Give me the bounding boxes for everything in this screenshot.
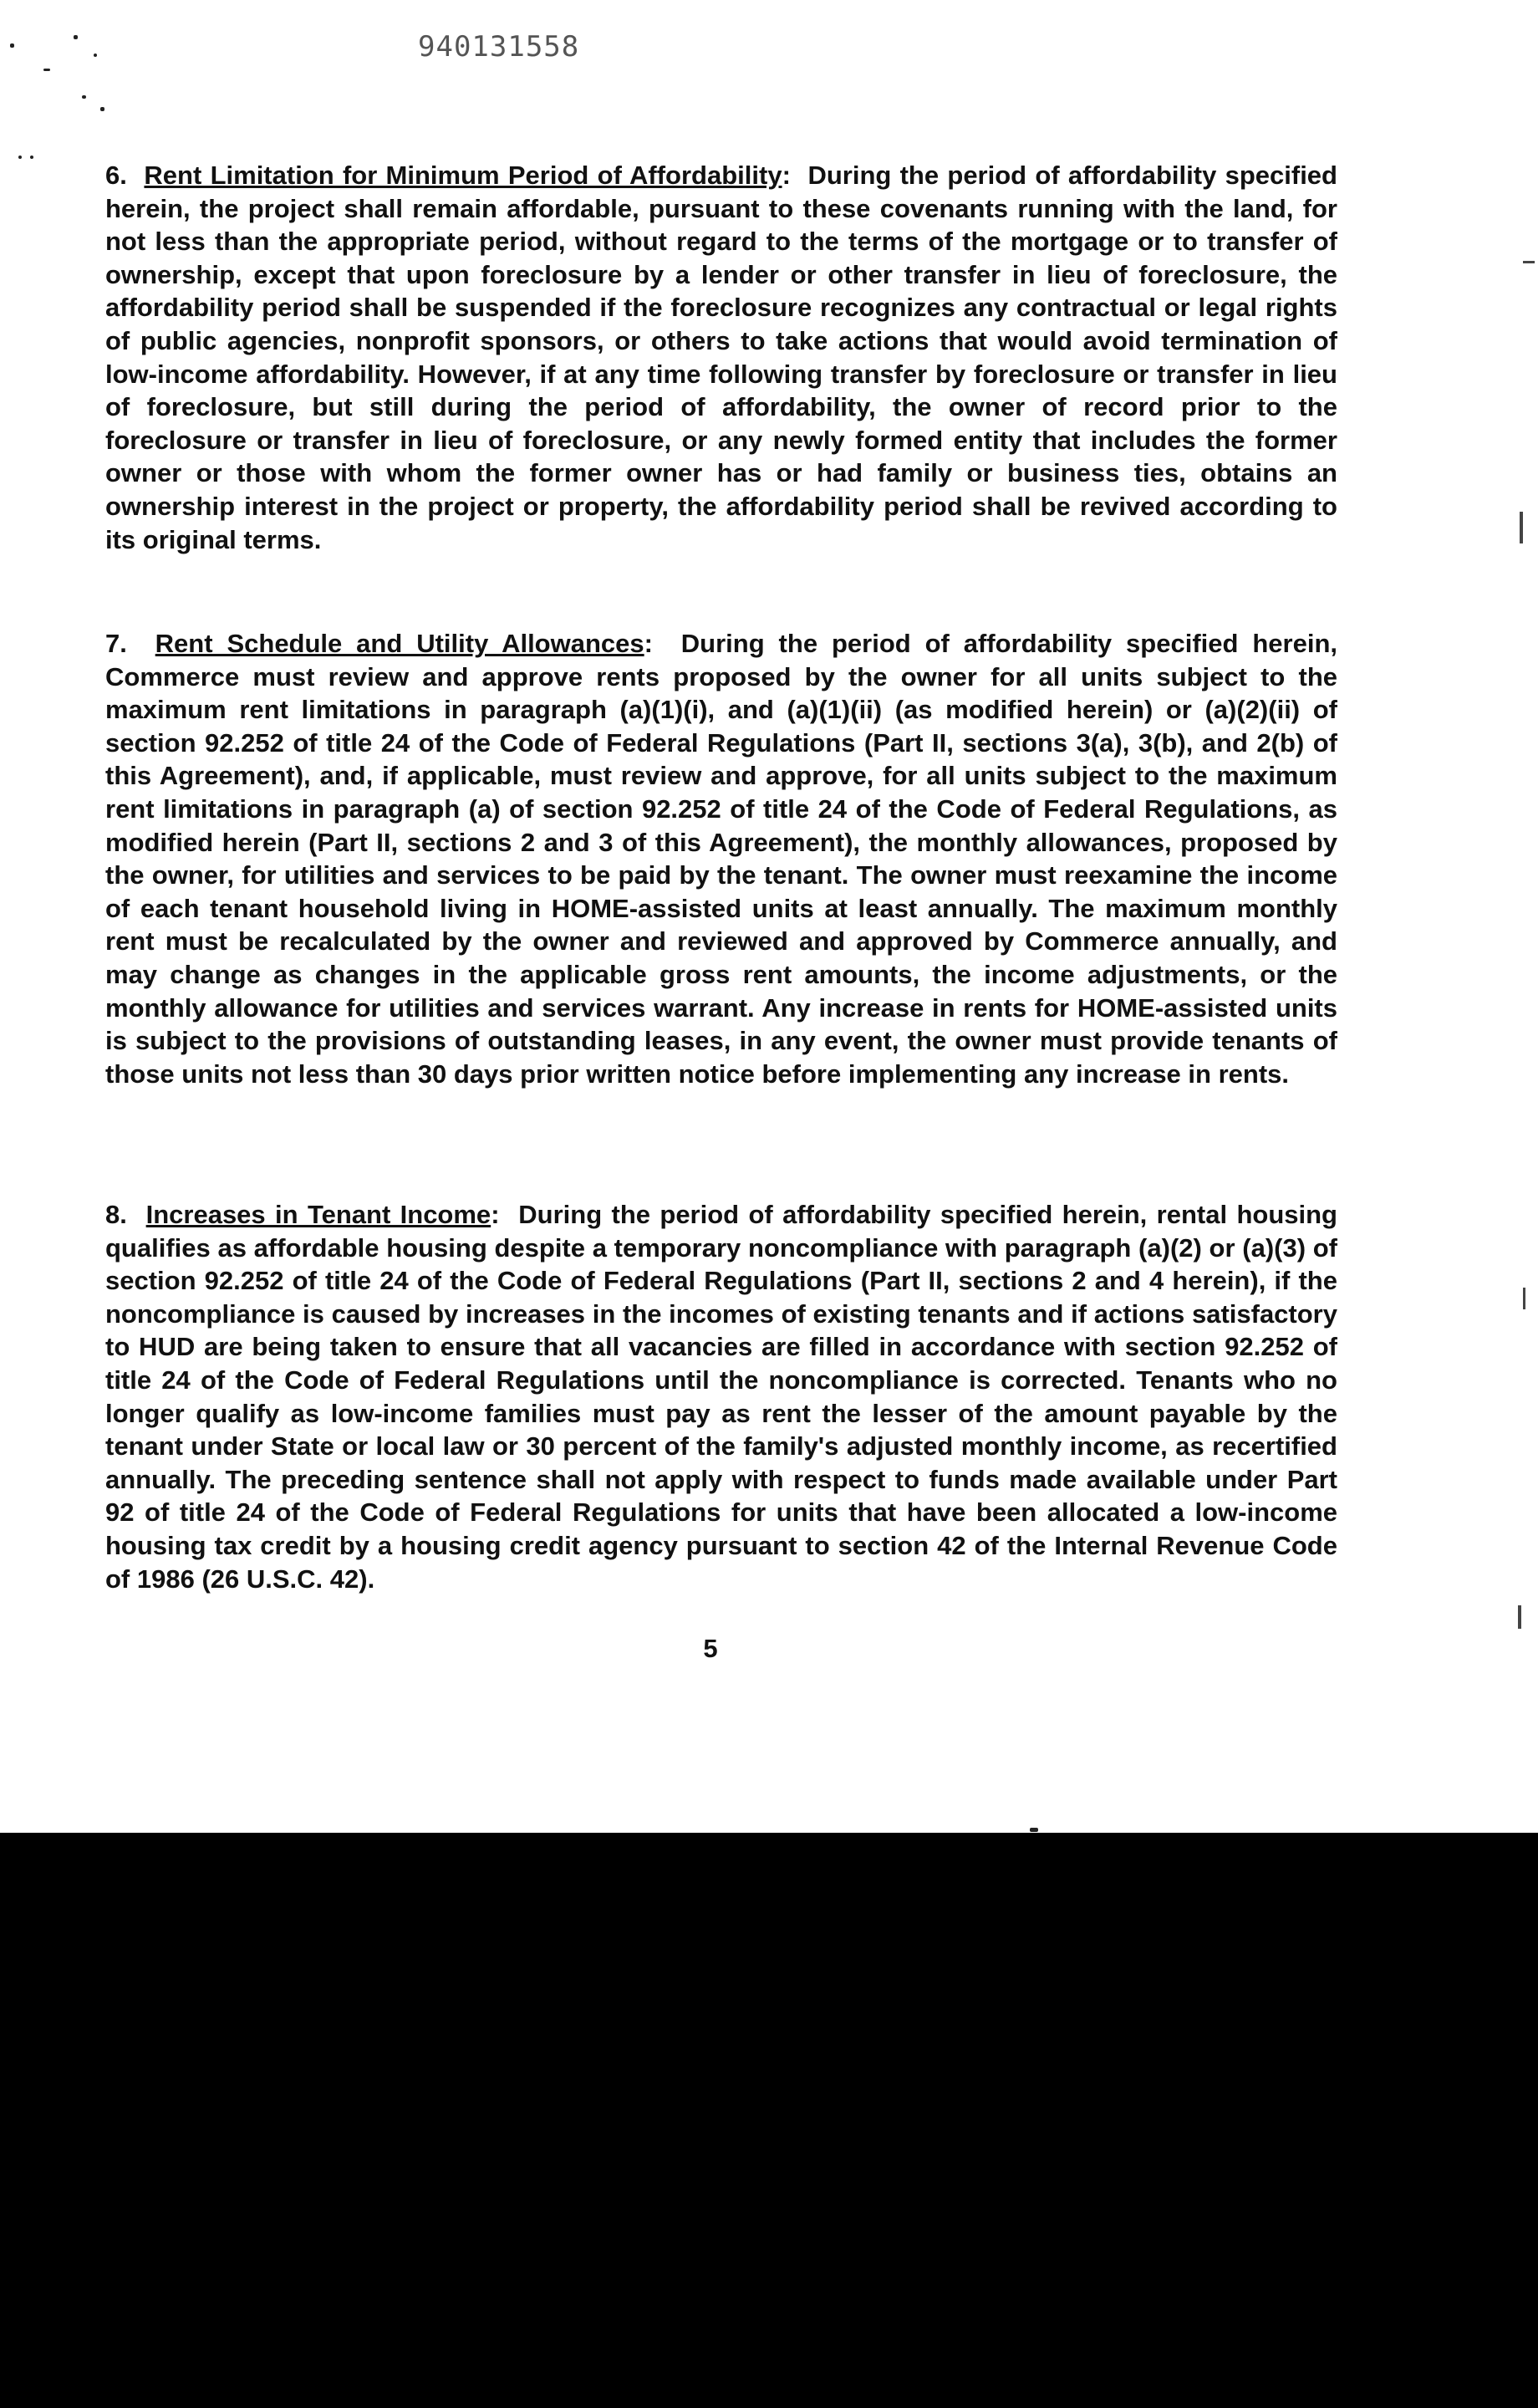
scan-speck xyxy=(82,95,86,99)
scan-black-background xyxy=(0,1833,1538,2408)
scan-edge-mark xyxy=(1520,512,1523,543)
scan-speck xyxy=(100,107,104,111)
scan-speck xyxy=(43,69,50,71)
section-body: During the period of affordability specified herein, rental housing qualifies as affordable housing despite a temporary noncompliance with paragraph (a)(2) or (a)(3) of section 92.252 of title 24 of the Code of Federal Regulations (Part II, sections 2 and 4 herein), if the noncompliance is caused by increases in the incomes of existing tenants and if actions satisfactory to HUD are being taken to ensure that all vacancies are filled in accordance with section 92.252 of title 24 of the Code of Federal Regulations until the noncompliance is corrected. Tenants who no longer qualify as low-income families must pay as rent the lesser of the amount payable by the tenant under State or local law or 30 percent of the family's adjusted monthly income, as recertified annually. The preceding sentence shall not apply with respect to funds made available under Part 92 of title 24 of the Code of Federal Regulations for units that have been allocated a low-income housing tax credit by a housing credit agency pursuant to section 42 of the Internal Revenue Code of 1986 (26 U.S.C. 42). xyxy=(105,1200,1337,1594)
section-number: 7. xyxy=(105,629,127,658)
section-number: 8. xyxy=(105,1200,127,1229)
scan-edge-mark xyxy=(1523,1288,1525,1309)
section-number: 6. xyxy=(105,161,127,190)
scan-speck xyxy=(30,156,33,159)
scan-speck xyxy=(74,35,78,39)
scan-speck xyxy=(10,43,14,48)
section-heading: Increases in Tenant Income xyxy=(145,1200,491,1229)
section-body: During the period of affordability specified herein, Commerce must review and approve rents proposed by the owner for all units subject to the maximum rent limitations in paragraph (a)(1)(i), and (a)(1)(ii) (as modified herein) or (a)(2)(ii) of section 92.252 of title 24 of the Code of Federal Regulations (Part II, sections 3(a), 3(b), and 2(b) of this Agreement), and, if applicable, must review and approve, for all units subject to the maximum rent limitations in paragraph (a) of section 92.252 of title 24 of the Code of Federal Regulations, as modified herein (Part II, sections 2 and 3 of this Agreement), the monthly allowances, proposed by the owner, for utilities and services to be paid by the tenant. The owner must reexamine the income of each tenant household living in HOME-assisted units at least annually. The maximum monthly rent must be recalculated by the owner and reviewed and approved by Commerce annually, and may change as changes in the applicable gross rent amounts, the income adjustments, or the monthly allowance for utilities and services warrant. Any increase in rents for HOME-assisted units is subject to the provisions of outstanding leases, in any event, the owner must provide tenants of those units not less than 30 days prior written notice before implementing any increase in rents. xyxy=(105,629,1337,1089)
document-number: 940131558 xyxy=(418,30,580,64)
section-heading: Rent Schedule and Utility Allowances xyxy=(155,629,644,658)
scan-edge-mark xyxy=(1523,261,1535,263)
scan-speck xyxy=(18,156,22,159)
section-8: 8. Increases in Tenant Income: During the period of affordability specified herein, rental housing qualifies as affordable housing despite a temporary noncompliance with paragraph (a)(2) or (a)(3) of section 92.252 of title 24 of the Code of Federal Regulations (Part II, sections 2 and 4 herein), if the noncompliance is caused by increases in the incomes of existing tenants and if actions satisfactory to HUD are being taken to ensure that all vacancies are filled in accordance with section 92.252 of title 24 of the Code of Federal Regulations until the noncompliance is corrected. Tenants who no longer qualify as low-income families must pay as rent the lesser of the amount payable by the tenant under State or local law or 30 percent of the family's adjusted monthly income, as recertified annually. The preceding sentence shall not apply with respect to funds made available under Part 92 of title 24 of the Code of Federal Regulations for units that have been allocated a low-income housing tax credit by a housing credit agency pursuant to section 42 of the Internal Revenue Code of 1986 (26 U.S.C. 42). xyxy=(105,1200,1337,1594)
page-number: 5 xyxy=(703,1634,718,1663)
section-6: 6. Rent Limitation for Minimum Period of Affordability: During the period of affordability specified herein, the project shall remain affordable, pursuant to these covenants running with the land, for not less than the appropriate period, without regard to the terms of the mortgage or to transfer of ownership, except that upon foreclosure by a lender or other transfer in lieu of foreclosure, the affordability period shall be suspended if the foreclosure recognizes any contractual or legal rights of public agencies, nonprofit sponsors, or others to take actions that would avoid termination of low-income affordability. However, if at any time following transfer by foreclosure or transfer in lieu of foreclosure, but still during the period of affordability, the owner of record prior to the foreclosure or transfer in lieu of foreclosure, or any newly formed entity that includes the former owner or those with whom the former owner has or had family or business ties, obtains an ownership interest in the project or property, the affordability period shall be revived according to its original terms. xyxy=(105,161,1337,554)
section-7: 7. Rent Schedule and Utility Allowances: During the period of affordability specified herein, Commerce must review and approve rents proposed by the owner for all units subject to the maximum rent limitations in paragraph (a)(1)(i), and (a)(1)(ii) (as modified herein) or (a)(2)(ii) of section 92.252 of title 24 of the Code of Federal Regulations (Part II, sections 3(a), 3(b), and 2(b) of this Agreement), and, if applicable, must review and approve, for all units subject to the maximum rent limitations in paragraph (a) of section 92.252 of title 24 of the Code of Federal Regulations, as modified herein (Part II, sections 2 and 3 of this Agreement), the monthly allowances, proposed by the owner, for utilities and services to be paid by the tenant. The owner must reexamine the income of each tenant household living in HOME-assisted units at least annually. The maximum monthly rent must be recalculated by the owner and reviewed and approved by Commerce annually, and may change as changes in the applicable gross rent amounts, the income adjustments, or the monthly allowance for utilities and services warrant. Any increase in rents for HOME-assisted units is subject to the provisions of outstanding leases, in any event, the owner must provide tenants of those units not less than 30 days prior written notice before implementing any increase in rents. xyxy=(105,629,1337,1089)
scan-speck xyxy=(94,54,97,57)
scan-edge-mark xyxy=(1518,1605,1521,1629)
section-body: During the period of affordability specified herein, the project shall remain affordable, pursuant to these covenants running with the land, for not less than the appropriate period, without regard to the terms of the mortgage or to transfer of ownership, except that upon foreclosure by a lender or other transfer in lieu of foreclosure, the affordability period shall be suspended if the foreclosure recognizes any contractual or legal rights of public agencies, nonprofit sponsors, or others to take actions that would avoid termination of low-income affordability. However, if at any time following transfer by foreclosure or transfer in lieu of foreclosure, but still during the period of affordability, the owner of record prior to the foreclosure or transfer in lieu of foreclosure, or any newly formed entity that includes the former owner or those with whom the former owner has or had family or business ties, obtains an ownership interest in the project or property, the affordability period shall be revived according to its original terms. xyxy=(105,161,1337,554)
scan-speck xyxy=(1030,1828,1038,1832)
section-heading: Rent Limitation for Minimum Period of Affordability xyxy=(144,161,782,190)
